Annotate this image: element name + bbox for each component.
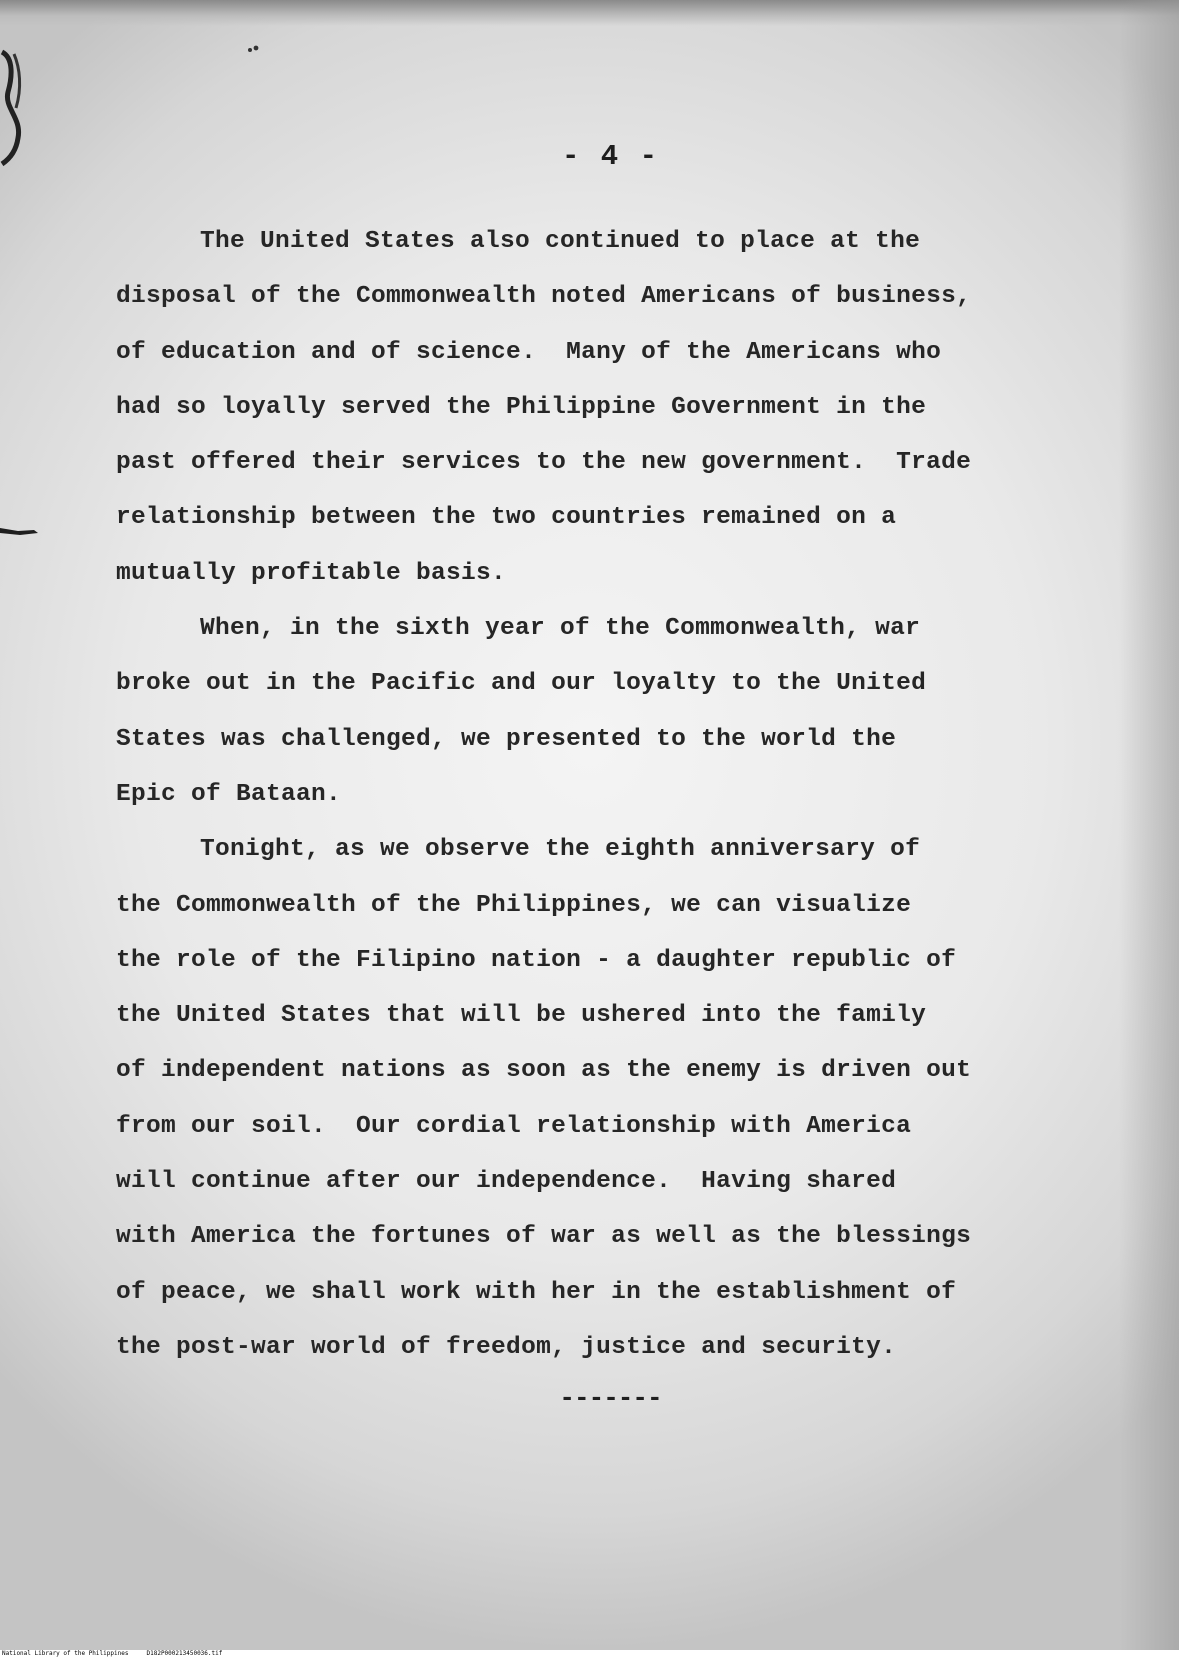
text-line: The United States also continued to place at the [200, 228, 921, 255]
text-line: the role of the Filipino nation - a daughter republic of [116, 946, 957, 974]
text-line: broke out in the Pacific and our loyalty to the United [116, 670, 927, 698]
text-line: the post-war world of freedom, justice and security. [116, 1333, 897, 1361]
text-line: of education and of science. Many of the Americans who [116, 338, 942, 366]
binding-hole-mark [0, 48, 26, 168]
edge-ink-mark [0, 524, 40, 538]
text-line: Tonight, as we observe the eighth anniversary of [200, 836, 921, 864]
page-number: - 4 - [561, 140, 659, 173]
text-line: States was challenged, we presented to the world the [116, 725, 897, 753]
paragraph [116, 214, 1126, 601]
text-line: with America the fortunes of war as well as the blessings [116, 1223, 972, 1251]
paragraph [116, 601, 1126, 822]
text-line: of peace, we shall work with her in the establishment of [116, 1278, 957, 1306]
text-line: had so loyally served the Philippine Government in the [116, 393, 927, 421]
text-line: When, in the sixth year of the Commonwealth, war [200, 615, 921, 643]
archive-source: National Library of the Philippines [2, 1650, 129, 1657]
text-line: the Commonwealth of the Philippines, we can visualize [116, 891, 912, 919]
text-line: relationship between the two countries remained on a [116, 504, 897, 532]
text-line: from our soil. Our cordial relationship with America [116, 1112, 912, 1140]
text-line: of independent nations as soon as the enemy is driven out [116, 1057, 972, 1085]
archive-caption [2, 1650, 222, 1658]
archive-file-id: D182P000213450036.tif [146, 1650, 223, 1657]
text-line: Epic of Bataan. [116, 780, 342, 808]
text-line: past offered their services to the new government. Trade [116, 449, 972, 477]
text-line: mutually profitable basis. [116, 559, 507, 587]
text-line: will continue after our independence. Having shared [116, 1168, 897, 1196]
end-rule: ------- [559, 1383, 662, 1413]
text-line: the United States that will be ushered into the family [116, 1002, 927, 1030]
text-line: disposal of the Commonwealth noted Americans of business, [116, 283, 972, 311]
body-text [116, 214, 1126, 1375]
paragraph [116, 822, 1126, 1375]
ink-speck [246, 44, 262, 54]
